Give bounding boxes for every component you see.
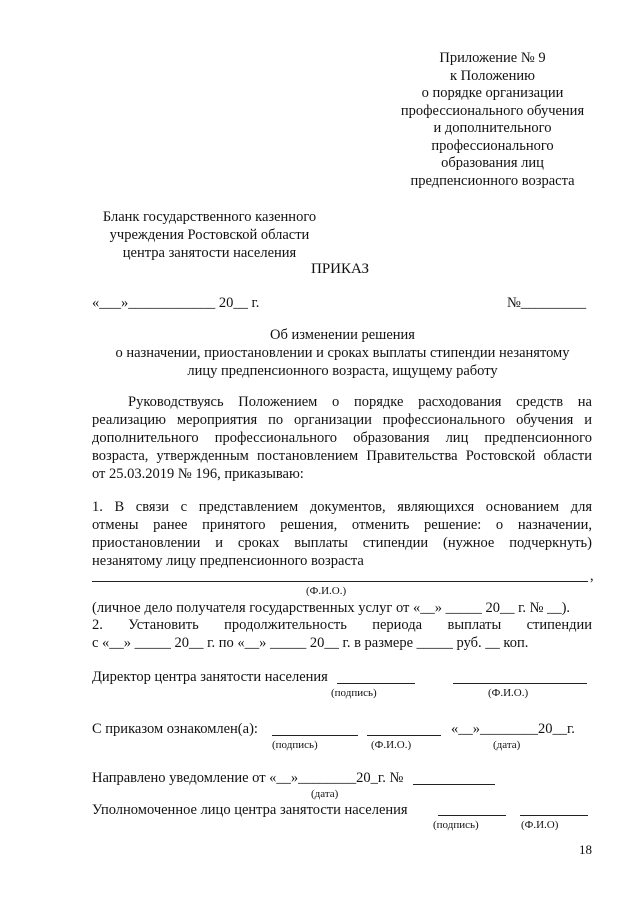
annex-line: предпенсионного возраста [410, 172, 575, 189]
director-label: Директор центра занятости населения [92, 669, 328, 685]
authorized-label: Уполномоченное лицо центра занятости населения [92, 802, 408, 818]
annex-line: к Положению [450, 67, 535, 84]
acquainted-fio-line [367, 735, 441, 736]
director-sign-caption: (подпись) [331, 687, 377, 699]
subject-block [80, 326, 605, 380]
authorized-sign-caption: (подпись) [433, 819, 479, 831]
annex-line: и дополнительного [433, 120, 552, 136]
letterhead-line: Бланк государственного казенного [102, 209, 317, 225]
annex-line: профессионального обучения [400, 102, 585, 119]
fio-caption: (Ф.И.О.) [306, 585, 347, 597]
director-fio-caption: (Ф.И.О.) [488, 687, 529, 699]
acquainted-label: С приказом ознакомлен(а): [92, 721, 258, 737]
director-fio-line [453, 683, 587, 684]
order-number: №_________ [507, 295, 587, 311]
preamble-line: Руководствуясь Положением о порядке расходования средств на [128, 394, 592, 410]
order-title: ПРИКАЗ [311, 261, 369, 277]
preamble-line: дополнительного профессионального образования лиц предпенсионного [92, 430, 592, 446]
director-sign-line [337, 683, 415, 684]
preamble-line: возраста, утвержденным постановлением Правительства Ростовской области [92, 448, 592, 464]
annex-line: профессионального [431, 137, 554, 154]
notice-number-line [413, 784, 495, 785]
preamble-line: от 25.03.2019 № 196, приказываю: [92, 466, 304, 482]
authorized-sign-line [438, 815, 506, 816]
item1-line: приостановлении и сроках выплаты стипендии (нужное подчеркнуть) [92, 535, 592, 551]
acquainted-sign-caption: (подпись) [272, 739, 318, 751]
letterhead-block [82, 208, 337, 262]
acquainted-date: «__»________20__г. [451, 721, 575, 737]
item1-line: незанятому лицу предпенсионного возраста [92, 553, 364, 569]
letterhead-line: учреждения Ростовской области [109, 227, 310, 243]
subject-line: лицу предпенсионного возраста, ищущему работу [187, 363, 498, 379]
acquainted-sign-line [272, 735, 358, 736]
preamble-paragraph [92, 393, 592, 483]
acquainted-fio-caption: (Ф.И.О.) [371, 739, 412, 751]
item1-paragraph [92, 498, 592, 570]
order-date: «___»____________ 20__ г. [92, 295, 260, 311]
annex-line: Приложение № 9 [439, 50, 546, 66]
fio-comma: , [590, 568, 594, 584]
acquainted-date-caption: (дата) [493, 739, 521, 751]
letterhead-line: центра занятости населения [122, 245, 297, 261]
item1-line: 1. В связи с представлением документов, являющихся основанием для [92, 499, 592, 515]
notice-date-caption: (дата) [311, 788, 339, 800]
fio-blank-line [92, 581, 588, 582]
page-number: 18 [579, 842, 592, 857]
subject-line: Об изменении решения [270, 327, 415, 343]
notice-label: Направлено уведомление от «__»________20_г. № [92, 770, 404, 786]
item2-paragraph [92, 616, 592, 652]
item2-line: с «__» _____ 20__ г. по «__» _____ 20__ г. в размере _____ руб. __ коп. [92, 635, 529, 651]
item2-line: 2. Установить продолжительность периода выплаты стипендии [92, 617, 592, 633]
item1-line: отмены ранее принятого решения, отменить решение: о назначении, [92, 517, 592, 533]
case-line: (личное дело получателя государственных услуг от «__» _____ 20__ г. № __). [92, 600, 571, 616]
authorized-fio-caption: (Ф.И.О) [521, 819, 559, 831]
preamble-line: реализацию мероприятия по организации профессионального обучения и [92, 412, 592, 428]
subject-line: о назначении, приостановлении и сроках выплаты стипендии незанятому [115, 345, 570, 361]
authorized-fio-line [520, 815, 588, 816]
annex-line: о порядке организации [421, 85, 564, 101]
annex-block [380, 50, 605, 190]
annex-line: образования лиц [441, 155, 544, 171]
